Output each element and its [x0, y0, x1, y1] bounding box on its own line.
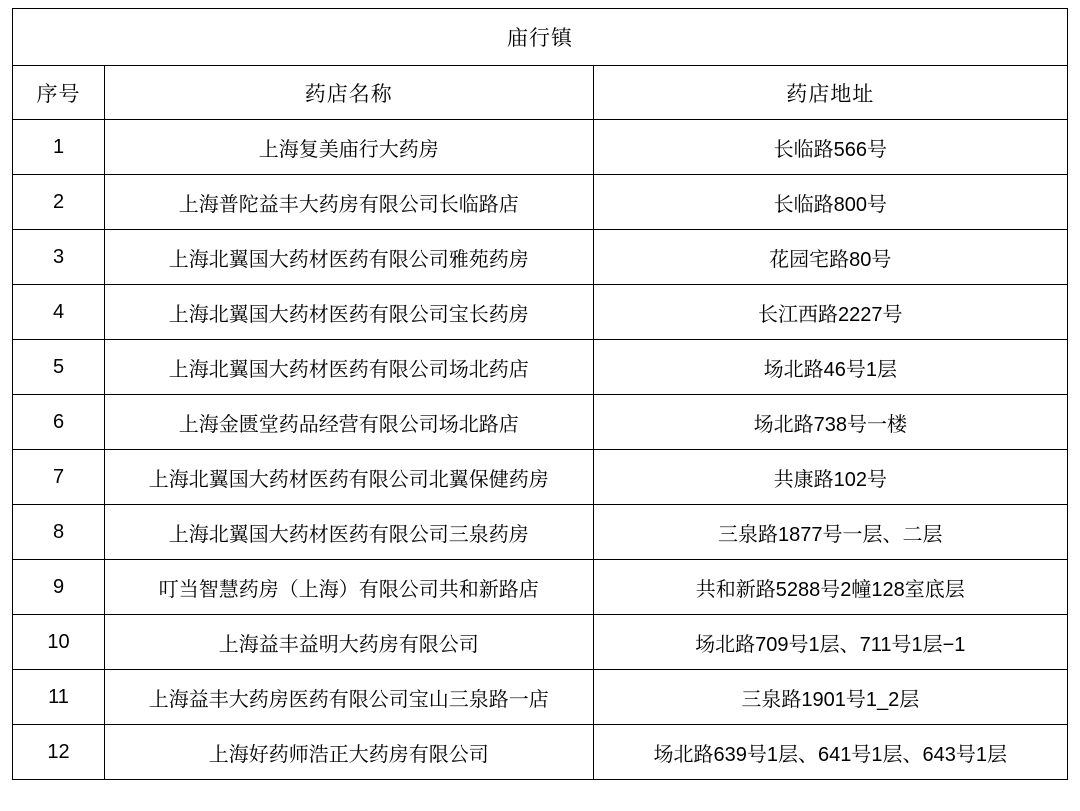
- table-header-row: [13, 66, 1068, 120]
- row-pharmacy-address: 场北路46号1层: [593, 340, 1067, 395]
- row-index: 8: [13, 505, 105, 560]
- row-pharmacy-name: 上海北翼国大药材医药有限公司宝长药房: [105, 285, 593, 340]
- row-index: 10: [13, 615, 105, 670]
- row-pharmacy-address: 场北路738号一楼: [593, 395, 1067, 450]
- row-pharmacy-name: 上海复美庙行大药房: [105, 120, 593, 175]
- row-index: 5: [13, 340, 105, 395]
- row-pharmacy-address: 长临路800号: [593, 175, 1067, 230]
- table-row: [13, 175, 1068, 230]
- row-index: 4: [13, 285, 105, 340]
- row-pharmacy-address: 长江西路2227号: [593, 285, 1067, 340]
- row-pharmacy-address: 长临路566号: [593, 120, 1067, 175]
- row-pharmacy-name: 叮当智慧药房（上海）有限公司共和新路店: [105, 560, 593, 615]
- table-row: [13, 725, 1068, 780]
- row-pharmacy-address: 花园宅路80号: [593, 230, 1067, 285]
- row-pharmacy-name: 上海北翼国大药材医药有限公司场北药店: [105, 340, 593, 395]
- table-row: [13, 560, 1068, 615]
- table-row: [13, 450, 1068, 505]
- row-index: 12: [13, 725, 105, 780]
- row-pharmacy-address: 共康路102号: [593, 450, 1067, 505]
- row-pharmacy-address: 三泉路1901号1_2层: [593, 670, 1067, 725]
- table-row: [13, 230, 1068, 285]
- row-pharmacy-address: 场北路709号1层、711号1层−1: [593, 615, 1067, 670]
- row-index: 11: [13, 670, 105, 725]
- row-index: 7: [13, 450, 105, 505]
- row-pharmacy-name: 上海益丰大药房医药有限公司宝山三泉路一店: [105, 670, 593, 725]
- row-index: 2: [13, 175, 105, 230]
- row-pharmacy-address: 三泉路1877号一层、二层: [593, 505, 1067, 560]
- row-pharmacy-address: 场北路639号1层、641号1层、643号1层: [593, 725, 1067, 780]
- row-pharmacy-name: 上海北翼国大药材医药有限公司雅苑药房: [105, 230, 593, 285]
- row-index: 3: [13, 230, 105, 285]
- table-title-row: [13, 9, 1068, 66]
- row-pharmacy-address: 共和新路5288号2幢128室底层: [593, 560, 1067, 615]
- row-pharmacy-name: 上海金匮堂药品经营有限公司场北路店: [105, 395, 593, 450]
- row-index: 9: [13, 560, 105, 615]
- row-pharmacy-name: 上海北翼国大药材医药有限公司三泉药房: [105, 505, 593, 560]
- table-row: [13, 615, 1068, 670]
- table-row: [13, 395, 1068, 450]
- pharmacy-table: [12, 8, 1068, 780]
- table-row: [13, 670, 1068, 725]
- row-pharmacy-name: 上海北翼国大药材医药有限公司北翼保健药房: [105, 450, 593, 505]
- table-row: [13, 120, 1068, 175]
- row-index: 6: [13, 395, 105, 450]
- row-pharmacy-name: 上海好药师浩正大药房有限公司: [105, 725, 593, 780]
- column-header-name: 药店名称: [105, 66, 593, 120]
- row-pharmacy-name: 上海益丰益明大药房有限公司: [105, 615, 593, 670]
- column-header-index: 序号: [13, 66, 105, 120]
- table-row: [13, 505, 1068, 560]
- row-index: 1: [13, 120, 105, 175]
- row-pharmacy-name: 上海普陀益丰大药房有限公司长临路店: [105, 175, 593, 230]
- column-header-address: 药店地址: [593, 66, 1067, 120]
- table-row: [13, 285, 1068, 340]
- table-row: [13, 340, 1068, 395]
- table-title: 庙行镇: [13, 9, 1068, 66]
